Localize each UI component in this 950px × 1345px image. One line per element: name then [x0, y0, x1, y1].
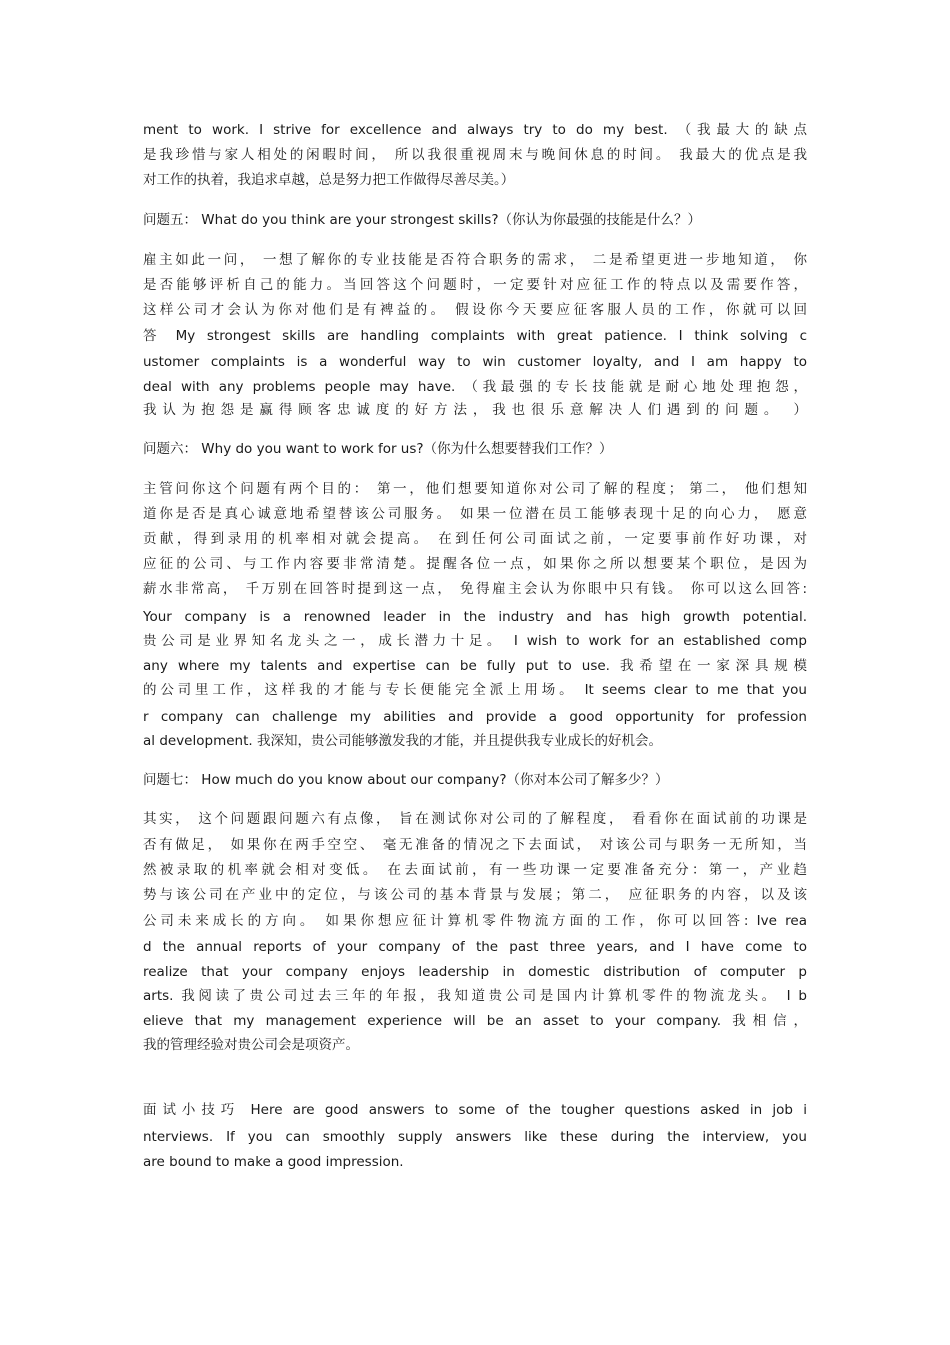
text-line: 答 My strongest skills are handling complaints with great patience. I think solving c [143, 328, 807, 344]
question-heading: 问题七： How much do you know about our company?（你对本公司了解多少？） [143, 772, 669, 788]
text-line: 这样公司才会认为你对他们是有裨益的。 假设你今天要应征客服人员的工作，你就可以回 [143, 302, 807, 318]
text-line: realize that your company enjoys leadership in domestic distribution of computer p [143, 964, 807, 980]
text-line: arts. 我阅读了贵公司过去三年的年报，我知道贵公司是国内计算机零件的物流龙头。 I b [143, 988, 807, 1004]
text-line: r company can challenge my abilities and provide a good opportunity for profession [143, 709, 807, 725]
tips-line: nterviews. If you can smoothly supply answers like these during the interview, you [143, 1129, 807, 1145]
text-line: ustomer complaints is a wonderful way to win customer loyalty, and I am happy to [143, 354, 807, 370]
text-line: d the annual reports of your company of the past three years, and I have come to [143, 939, 807, 955]
text-line: 势与该公司在产业中的定位，与该公司的基本背景与发展；第二， 应征职务的内容，以及该 [143, 887, 807, 903]
text-line: 雇主如此一问， 一想了解你的专业技能是否符合职务的需求， 二是希望更进一步地知道， 你 [143, 252, 807, 268]
text-line: 其实， 这个问题跟问题六有点像， 旨在测试你对公司的了解程度， 看看你在面试前的功课是 [143, 811, 807, 827]
text-line: 是否能够评析自己的能力。当回答这个问题时，一定要针对应征工作的特点以及需要作答， [143, 277, 807, 293]
tips-line: are bound to make a good impression. [143, 1154, 404, 1170]
text-line: 的公司里工作，这样我的才能与专长便能完全派上用场。 It seems clear to me that you [143, 682, 807, 698]
text-line: 否有做足， 如果你在两手空空、 毫无准备的情况之下去面试， 对该公司与职务一无所知，当 [143, 837, 807, 853]
text-line: 对工作的执着，我追求卓越，总是努力把工作做得尽善尽美。） [143, 172, 515, 188]
text-line: Your company is a renowned leader in the industry and has high growth potential. [143, 609, 807, 625]
text-line: 贡献，得到录用的机率相对就会提高。 在到任何公司面试之前，一定要事前作好功课，对 [143, 531, 807, 547]
text-line: 然被录取的机率就会相对变低。 在去面试前，有一些功课一定要准备充分：第一，产业趋 [143, 862, 807, 878]
text-line: 薪水非常高， 千万别在回答时提到这一点， 免得雇主会认为你眼中只有钱。 你可以这么回答: [143, 581, 807, 597]
text-line: 贵公司是业界知名龙头之一，成长潜力十足。 I wish to work for an established comp [143, 633, 807, 649]
tips-line: 面试小技巧 Here are good answers to some of the tougher questions asked in job i [143, 1102, 807, 1118]
text-line: 主管问你这个问题有两个目的： 第一，他们想要知道你对公司了解的程度； 第二， 他们想知 [143, 481, 807, 497]
question-heading: 问题六： Why do you want to work for us?（你为什么想要替我们工作？） [143, 441, 613, 457]
text-line: ment to work. I strive for excellence and always try to do my best. （我最大的缺点 [143, 122, 807, 138]
text-line: elieve that my management experience will be an asset to your company. 我相信， [143, 1013, 807, 1029]
text-line: 应征的公司、与工作内容要非常清楚。提醒各位一点，如果你之所以想要某个职位，是因为 [143, 556, 807, 572]
text-line: 公司未来成长的方向。 如果你想应征计算机零件物流方面的工作，你可以回答: Ive rea [143, 913, 807, 929]
text-line: 是我珍惜与家人相处的闲暇时间， 所以我很重视周末与晚间休息的时间。 我最大的优点是我 [143, 147, 807, 163]
text-line: any where my talents and expertise can be fully put to use. 我希望在一家深具规模 [143, 658, 807, 674]
question-heading: 问题五： What do you think are your strongest skills?（你认为你最强的技能是什么？） [143, 212, 701, 228]
text-line: al development. 我深知，贵公司能够激发我的才能，并且提供我专业成长的好机会。 [143, 733, 662, 749]
text-line: 我认为抱怨是赢得顾客忠诚度的好方法，我也很乐意解决人们遇到的问题。 ） [143, 402, 807, 418]
text-line: 道你是否是真心诚意地希望替该公司服务。 如果一位潜在员工能够表现十足的向心力， 愿意 [143, 506, 807, 522]
text-line: deal with any problems people may have. （我最强的专长技能就是耐心地处理抱怨， [143, 379, 807, 395]
text-line: 我的管理经验对贵公司会是项资产。 [143, 1037, 359, 1053]
